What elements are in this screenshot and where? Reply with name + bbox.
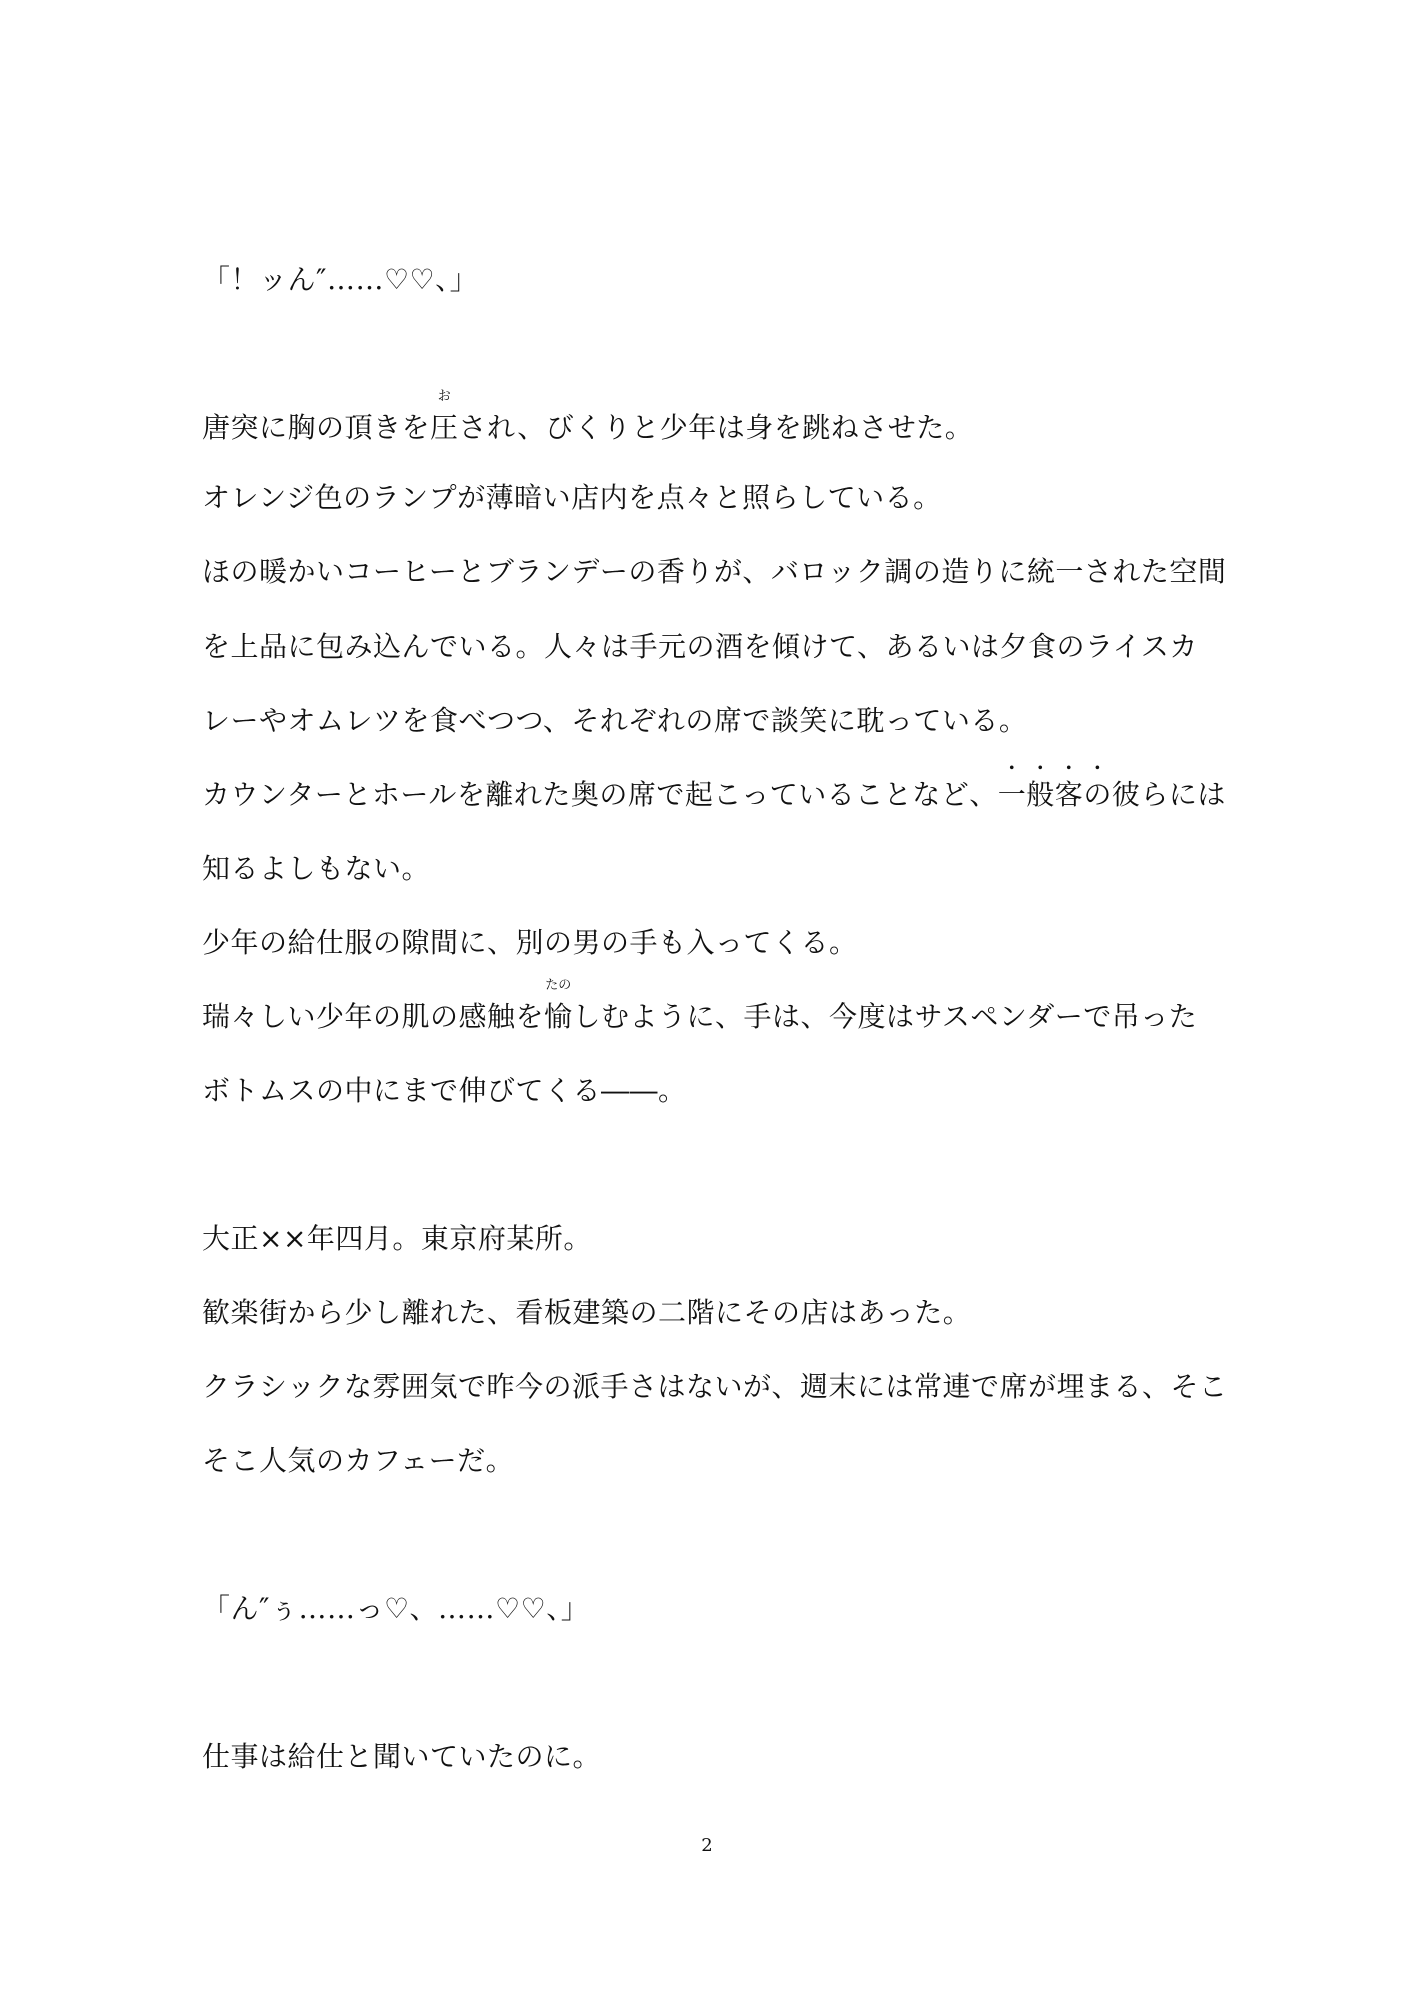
text-line: ほの暖かいコーヒーとブランデーの香りが、バロック調の造りに統一された空間 — [202, 555, 1227, 588]
text-line: 大正××年四月。東京府某所。 — [202, 1222, 592, 1255]
text-segment: しむように、手は、今度はサスペンダーで吊った — [572, 1000, 1198, 1033]
text-line-emphasis — [202, 756, 1226, 815]
text-line: ボトムスの中にまで伸びてくる――。 — [202, 1074, 687, 1107]
emphasis-char: ・ 一 — [997, 756, 1027, 811]
ruby-word — [544, 978, 573, 1037]
text-segment: され、びくりと少年は身を跳ねさせた。 — [458, 411, 974, 444]
emphasis-char: ・ の — [1083, 756, 1112, 811]
text-segment: 瑞々しい少年の肌の感触を — [202, 1000, 545, 1033]
text-line: クラシックな雰囲気で昨今の派手さはないが、週末には常連で席が埋まる、そこ — [202, 1370, 1228, 1403]
emphasis-dot: ・ — [1058, 756, 1080, 780]
emphasis-char: ・ 客 — [1054, 756, 1084, 811]
text-line: レーやオムレツを食べつつ、それぞれの席で談笑に耽っている。 — [202, 704, 1028, 737]
text-line: そこ人気のカフェーだ。 — [202, 1444, 515, 1477]
text-segment: 彼らには — [1111, 778, 1226, 811]
ruby-reading: たの — [545, 978, 572, 993]
ruby-reading: お — [437, 389, 451, 404]
text-line-ruby-2 — [202, 978, 1198, 1037]
dialogue-line-2: 「ん″ぅ……っ♡、……♡♡、」 — [202, 1592, 590, 1625]
text-line: オレンジ色のランプが薄暗い店内を点々と照らしている。 — [202, 481, 942, 514]
ruby-base: 愉 — [544, 1000, 573, 1033]
text-line: 歓楽街から少し離れた、看板建築の二階にその店はあった。 — [202, 1296, 972, 1329]
text-segment: カウンターとホールを離れた奥の席で起こっていることなど、 — [202, 778, 998, 811]
text-line: を上品に包み込んでいる。人々は手元の酒を傾けて、あるいは夕食のライスカ — [202, 630, 1198, 663]
emphasis-dot: ・ — [1087, 756, 1108, 780]
text-line: 少年の給仕服の隙間に、別の男の手も入ってくる。 — [202, 926, 858, 959]
text-line: 仕事は給仕と聞いていたのに。 — [202, 1740, 602, 1773]
text-line-ruby-1 — [202, 389, 974, 448]
text-line: 知るよしもない。 — [202, 852, 431, 885]
emphasis-dot: ・ — [1001, 756, 1023, 780]
ruby-base: 圧 — [430, 411, 459, 444]
dialogue-line-1: 「！ッん″……♡♡、」 — [202, 263, 479, 296]
ruby-word — [430, 389, 459, 448]
emphasis-char: ・ 般 — [1026, 756, 1055, 811]
text-segment: 唐突に胸の頂きを — [202, 411, 431, 444]
page-number: 2 — [701, 1835, 713, 1856]
emphasis-dot: ・ — [1030, 756, 1051, 780]
